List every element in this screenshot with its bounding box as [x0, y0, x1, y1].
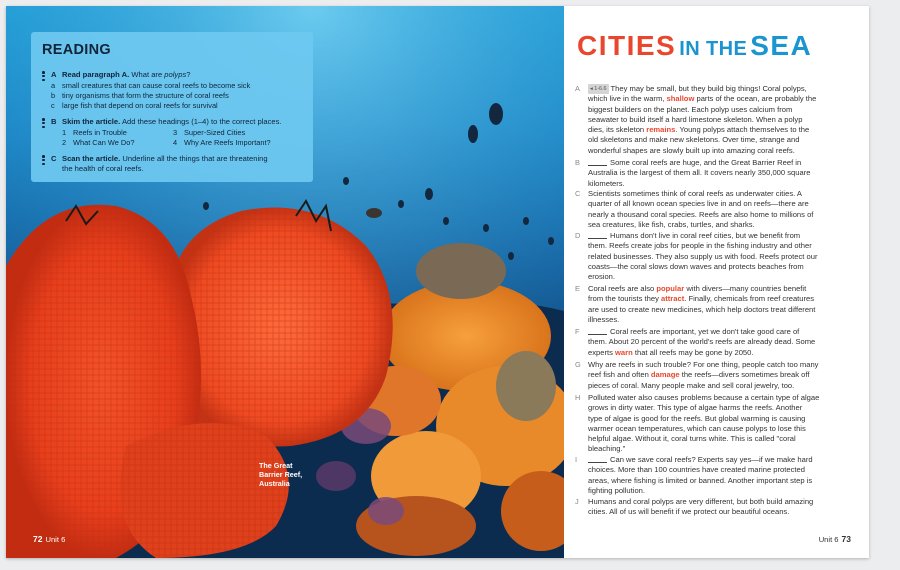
article-line: Australia is the largest of them all. It covers nearly 350,000 square — [588, 168, 811, 178]
step-c-instruction: Scan the article. Underline all the things that are threatening the health of coral reefs. — [62, 154, 268, 173]
vocab-word: popular — [656, 284, 685, 293]
paragraph-letter: A — [575, 84, 580, 93]
paragraph-j — [575, 497, 853, 518]
heading-blank[interactable] — [588, 455, 607, 463]
article-line: from the tourists they attract. Finally, chemicals from reef creatures — [588, 294, 815, 304]
article-line: quarter of all known ocean species live in and on reefs—there are — [588, 199, 809, 209]
article-line: them. About 20 percent of the world's reefs are already dead. Some — [588, 337, 816, 347]
article-line: which live in the warm, shallow parts of the ocean, are probably the — [588, 94, 817, 104]
article-line: helpful algae. Without it, coral turns white. This is called "coral — [588, 434, 796, 444]
paragraph-e — [575, 284, 853, 325]
article-line: choices. More than 100 countries have created marine protected — [588, 465, 805, 475]
paragraph-a — [575, 84, 853, 156]
step-a-letter: A — [51, 70, 57, 79]
option-a: a small creatures that can cause coral reefs to become sick — [51, 81, 251, 90]
article-line: them. Reefs create jobs for people in the fishing industry and other — [588, 241, 812, 251]
article-line: bleaching." — [588, 444, 626, 454]
paragraph-h — [575, 393, 853, 455]
footer-left — [33, 534, 65, 544]
article-line: cities. All of us will benefit if we protect our beautiful oceans. — [588, 507, 790, 517]
unit-label-left: Unit 6 — [45, 535, 66, 544]
paragraph-letter: C — [575, 189, 581, 198]
article-line: pieces of coral. Many people make and sell coral jewelry, too. — [588, 380, 795, 390]
paragraph-c — [575, 189, 853, 230]
article-line: Scientists sometimes think of coral reefs as underwater cities. A — [588, 189, 802, 198]
article-line: experts warn that all reefs may be gone by 2050. — [588, 347, 754, 357]
reading-box — [31, 32, 313, 182]
article-line: erosion. — [588, 272, 616, 282]
article-line: grows in dirty water. This type of algae harms the reefs. Another — [588, 403, 803, 413]
article-line: illnesses. — [588, 314, 620, 324]
vocab-word: attract — [661, 294, 685, 304]
article-line: fighting pollution. — [588, 485, 645, 495]
unit-label-right: Unit 6 — [818, 535, 839, 544]
audio-track-badge[interactable]: ◂ 1-6.6 — [588, 84, 609, 94]
article-line: They may be small, but they build big things! Coral polyps, — [610, 84, 807, 93]
right-page — [564, 6, 869, 558]
article-line: coasts—the coral slows down waves and protects beaches from — [588, 261, 804, 271]
heading-4: 4 Why Are Reefs Important? — [173, 138, 271, 147]
step-dots-icon — [42, 71, 45, 83]
paragraph-letter: D — [575, 231, 581, 240]
paragraph-letter: J — [575, 497, 579, 506]
option-b: b tiny organisms that form the structure of coral reefs — [51, 91, 229, 100]
article-line: Polluted water also causes problems because a certain type of algae — [588, 393, 820, 402]
book-spread — [6, 6, 869, 558]
left-page — [6, 6, 564, 558]
paragraph-letter: E — [575, 284, 580, 293]
step-a-question: Read paragraph A. What are polyps? — [62, 70, 191, 79]
heading-1: 1 Reefs in Trouble — [62, 128, 127, 137]
paragraph-g — [575, 360, 853, 391]
article-line: Coral reefs are important, yet we don't take good care of — [610, 327, 800, 336]
article-line: related businesses. They also supply us with food. Reefs protect our — [588, 251, 818, 261]
step-dots-icon — [42, 155, 45, 167]
article-line: reef fish and often damage the reefs—divers sometimes break off — [588, 370, 810, 380]
article-line: are used to create new medicines, which help doctors treat different — [588, 304, 816, 314]
heading-blank[interactable] — [588, 327, 607, 335]
vocab-word: warn — [615, 347, 633, 357]
page-number-left: 72 — [33, 534, 43, 544]
paragraph-letter: G — [575, 360, 581, 369]
article-line: Humans and coral polyps are very different, but both build amazing — [588, 497, 814, 506]
article-line: warmer ocean temperatures, which can cause polyps to lose this — [588, 423, 806, 433]
article-line: kilometers. — [588, 178, 625, 188]
article-line: old skeletons and make new skeletons. Over time, strange and — [588, 135, 800, 145]
reading-title: READING — [42, 42, 111, 58]
paragraph-f — [575, 327, 853, 358]
step-c-letter: C — [51, 154, 57, 163]
vocab-word: remains — [646, 125, 676, 135]
article-line: type of algae is good for the reefs. But global warming is causing — [588, 413, 806, 423]
footer-right — [819, 534, 851, 544]
article-line: areas, where fishing is limited or banned. Another important step is — [588, 475, 813, 485]
article-line: nearly a thousand coral species. Reefs are also home to millions of — [588, 209, 814, 219]
step-b-letter: B — [51, 117, 57, 126]
article-line: Some coral reefs are huge, and the Great Barrier Reef in — [610, 158, 802, 167]
vocab-word: shallow — [666, 94, 695, 104]
paragraph-letter: F — [575, 327, 580, 336]
article-line: seawater to build itself a hard limestone skeleton. When a polyp — [588, 114, 803, 124]
article-line: Humans don't live in coral reef cities, but we benefit from — [610, 231, 801, 240]
paragraph-b — [575, 158, 853, 189]
step-b-instruction: Skim the article. Add these headings (1–4) to the correct places. — [62, 117, 282, 126]
vocab-word: damage — [650, 370, 680, 380]
step-dots-icon — [42, 118, 45, 130]
article-line: wonderful shapes are slowly built up into amazing coral reefs. — [588, 145, 795, 155]
article-line: Can we save coral reefs? Experts say yes—if we make hard — [610, 455, 813, 464]
paragraph-d — [575, 231, 853, 282]
heading-3: 3 Super-Sized Cities — [173, 128, 246, 137]
article-line: Coral reefs are also popular with divers—many countries benefit — [588, 284, 807, 293]
article-line: dies, its skeleton remains. Young polyps attach themselves to the — [588, 125, 810, 135]
paragraph-i — [575, 455, 853, 496]
heading-blank[interactable] — [588, 231, 607, 239]
paragraph-letter: H — [575, 393, 581, 402]
heading-2: 2 What Can We Do? — [62, 138, 135, 147]
photo-caption: The Great Barrier Reef, Australia — [259, 461, 303, 488]
article-line: Why are reefs in such trouble? For one thing, people catch too many — [588, 360, 819, 369]
article-line: sea creatures, like fish, crabs, turtles, and sharks. — [588, 219, 755, 229]
page-number-right: 73 — [841, 534, 851, 544]
paragraph-letter: B — [575, 158, 580, 167]
article-line: biggest builders on the planet. Each polyp uses calcium from — [588, 104, 793, 114]
article-title: CITIES IN THE SEA — [577, 30, 813, 61]
heading-blank[interactable] — [588, 158, 607, 166]
paragraph-letter: I — [575, 455, 578, 464]
option-c: c large fish that depend on coral reefs for survival — [51, 101, 218, 110]
